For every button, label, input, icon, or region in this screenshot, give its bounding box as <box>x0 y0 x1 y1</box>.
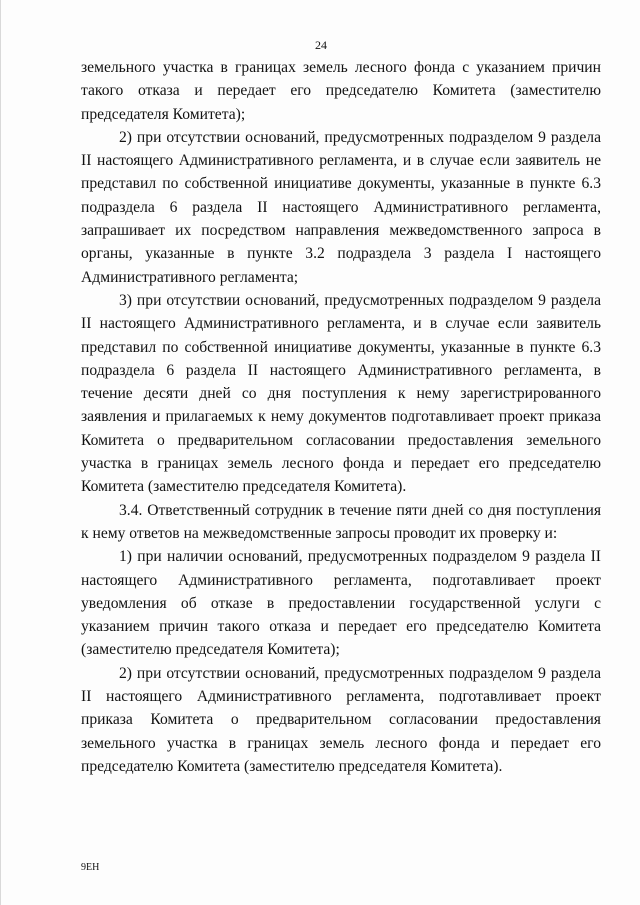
paragraph-item-2: 2) при отсутствии оснований, предусмотренных подразделом 9 раздела II настоящего Административного регламента, и в случае если заявитель не представил по собственной инициативе документы, указанные в пункте 6.3 подраздела 6 раздела II настоящего Административного регламента, запрашивает их посредством направления межведомственного запроса в органы, указанные в пункте 3.2 подраздела 3 раздела I настоящего Административного регламента; <box>81 128 601 286</box>
page-number: 24 <box>315 38 327 52</box>
paragraph-continuation: земельного участка в границах земель лесного фонда с указанием причин такого отказа и передает его председателю Комитета (заместителю председателя Комитета); <box>81 59 601 123</box>
paragraph-section-3-4: 3.4. Ответственный сотрудник в течение пяти дней со дня поступления к нему ответов на межведомственные запросы проводит их проверку и: <box>81 501 601 542</box>
paragraph-item-3: 3) при отсутствии оснований, предусмотренных подразделом 9 раздела II настоящего Административного регламента, и в случае если заявитель представил по собственной инициативе документы, указанные в пункте 6.3 подраздела 6 раздела II настоящего Административного регламента, в течение десяти дней со дня поступления к нему зарегистрированного заявления и прилагаемых к нему документов подготавливает проект приказа Комитета о предварительном согласовании предоставления земельного участка в границах земель лесного фонда и передает его председателю Комитета (заместителю председателя Комитета). <box>81 291 601 496</box>
paragraph-subitem-2: 2) при отсутствии оснований, предусмотренных подразделом 9 раздела II настоящего Административного регламента, подготавливает проект приказа Комитета о предварительном согласовании предоставления земельного участка в границах земель лесного фонда и передает его председателю Комитета (заместителю председателя Комитета). <box>81 664 601 775</box>
footer-code: 9ЕН <box>81 862 100 873</box>
document-body <box>81 56 601 778</box>
paragraph-subitem-1: 1) при наличии оснований, предусмотренных подразделом 9 раздела II настоящего Административного регламента, подготавливает проект уведомления об отказе в предоставлении государственной услуги с указанием причин такого отказа и передает его председателю Комитета (заместителю председателя Комитета); <box>81 548 601 659</box>
